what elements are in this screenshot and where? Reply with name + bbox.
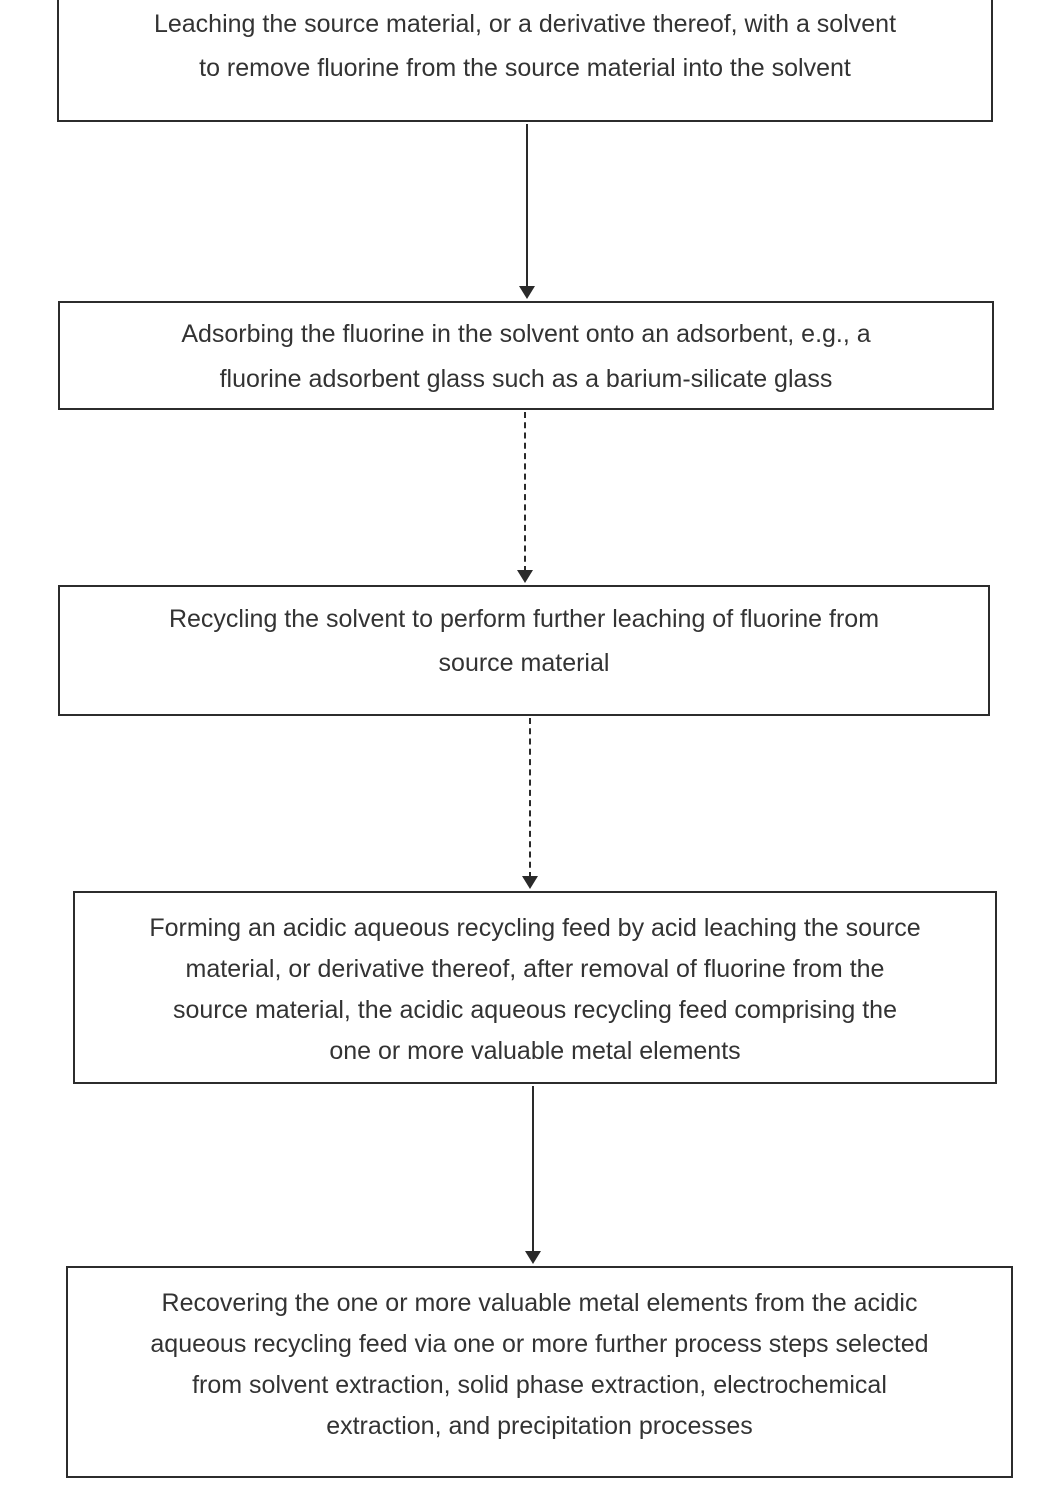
step-2-box	[58, 301, 994, 410]
step-1-box	[57, 0, 993, 122]
step-3-box	[58, 585, 990, 716]
step-4-text: Forming an acidic aqueous recycling feed by acid leaching the source material, or derivative thereof, after removal of fluorine from the source material, the acidic aqueous recycling feed comprising the one or more valuable metal elements	[149, 914, 921, 1065]
step-1-text: Leaching the source material, or a derivative thereof, with a solvent to remove fluorine from the source material into the solvent	[153, 10, 897, 82]
arrow-head-icon	[517, 570, 533, 583]
arrow-down-icon-2	[517, 412, 533, 583]
arrow-head-icon	[522, 876, 538, 889]
arrow-line	[529, 718, 531, 878]
step-3-text: Recycling the solvent to perform further leaching of fluorine from source material	[168, 605, 880, 677]
arrow-head-icon	[525, 1251, 541, 1264]
arrow-line	[526, 124, 528, 288]
arrow-head-icon	[519, 286, 535, 299]
step-2-text: Adsorbing the fluorine in the solvent onto an adsorbent, e.g., a fluorine adsorbent glass such as a barium-silicate glass	[181, 320, 871, 393]
step-5-text: Recovering the one or more valuable metal elements from the acidic aqueous recycling feed via one or more further process steps selected from solvent extraction, solid phase extraction, electrochemical extraction, and precipitation processes	[150, 1289, 929, 1440]
arrow-line	[524, 412, 526, 572]
step-4-box	[73, 891, 997, 1084]
arrow-down-icon-1	[519, 124, 535, 299]
step-5-box	[66, 1266, 1013, 1478]
arrow-down-icon-4	[525, 1086, 541, 1264]
arrow-down-icon-3	[522, 718, 538, 889]
arrow-line	[532, 1086, 534, 1253]
